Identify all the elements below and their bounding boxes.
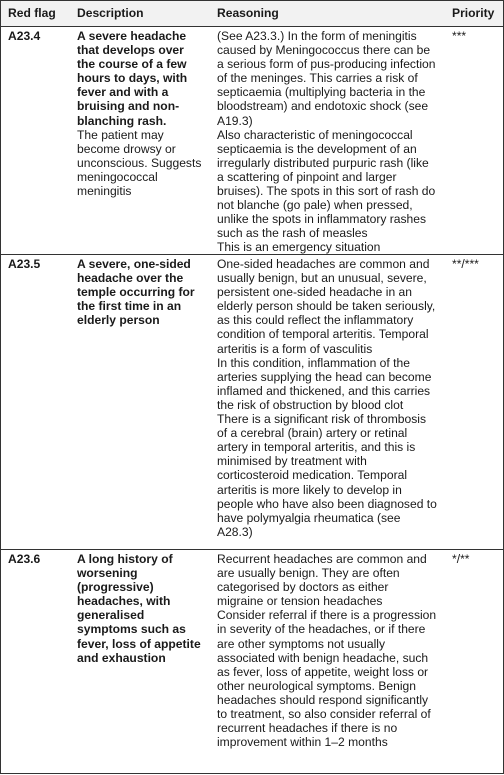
- reasoning-paragraph: Recurrent headaches are common and are usually benign. They are often categorised by doctors as either migraine or tension headaches: [217, 552, 427, 609]
- reasoning-paragraph: Also characteristic of meningococcal septicaemia is the development of an irregularly distributed purpuric rash (like a scattering of pinpoint and larger bruises). The spots in this sort of rash do not blanche (go pale) when pressed, unlike the spots in inflammatory rashes such as the rash of measles: [217, 127, 436, 241]
- header-description: Description: [77, 6, 144, 20]
- header-reasoning: Reasoning: [217, 6, 279, 20]
- row-description: [77, 257, 205, 327]
- row-reasoning: [217, 29, 437, 255]
- row-reasoning: [217, 552, 437, 749]
- row-flag: A23.5: [8, 257, 41, 271]
- row-flag: A23.6: [8, 552, 41, 566]
- row-description: [77, 552, 205, 665]
- description-emphasis: A severe headache that develops over the course of a few hours to days, with fever and with a bruising and non-blanching rash.: [77, 29, 188, 128]
- table-row: [1, 254, 503, 550]
- reasoning-paragraph: In this condition, inflammation of the arteries supplying the head can become inflamed and thickened, and this carries the risk of obstruction by blood clot: [217, 355, 432, 412]
- header-priority: Priority: [452, 6, 495, 20]
- reasoning-paragraph: Consider referral if there is a progression in severity of the headaches, or if there are other symptoms not usually associated with benign headache, such as fever, loss of appetite, weight loss or other neurological symptoms. Benign headaches should respond significantly to treatment, so also consider referral of recurrent headaches if there is no improvement within 1–2 months: [217, 608, 437, 750]
- description-detail: The patient may become drowsy or unconscious. Suggests meningococcal meningitis: [77, 127, 202, 199]
- description-emphasis: A severe, one-sided headache over the temple occurring for the first time in an elderly person: [77, 257, 195, 328]
- table-row: [1, 549, 503, 775]
- reasoning-paragraph: This is an emergency situation: [217, 240, 381, 255]
- reasoning-paragraph: One-sided headaches are common and usually benign, but an unusual, severe, persistent one-sided headache in an elderly person should be taken seriously, as this could reflect the inflammatory condition of temporal arteritis. Temporal arteritis is a form of vasculitis: [217, 257, 436, 356]
- table-header: [1, 1, 503, 27]
- row-flag: A23.4: [8, 29, 41, 43]
- row-priority: ***: [452, 29, 467, 43]
- row-description: [77, 29, 205, 198]
- description-emphasis: A long history of worsening (progressive) headaches, with generalised symptoms such as fever, loss of appetite and exhaustion: [77, 552, 201, 665]
- reasoning-paragraph: There is a significant risk of thrombosis of a cerebral (brain) artery or retinal artery in temporal arteritis, and this is minimised by treatment with corticosteroid medication. Temporal arteritis is more likely to develop in people who have also been diagnosed to have polymyalgia rheumatica (see A28.3): [217, 412, 437, 539]
- header-red-flag: Red flag: [8, 6, 56, 20]
- table-row: [1, 26, 503, 255]
- row-priority: */**: [452, 552, 470, 566]
- reasoning-paragraph: (See A23.3.) In the form of meningitis caused by Meningococcus there can be a serious form of pus-producing infection of the meninges. This carries a risk of septicaemia (multiplying bacteria in the bloodstream) and endotoxic shock (see A19.3): [217, 29, 436, 128]
- row-priority: **/***: [452, 257, 479, 271]
- row-reasoning: [217, 257, 437, 539]
